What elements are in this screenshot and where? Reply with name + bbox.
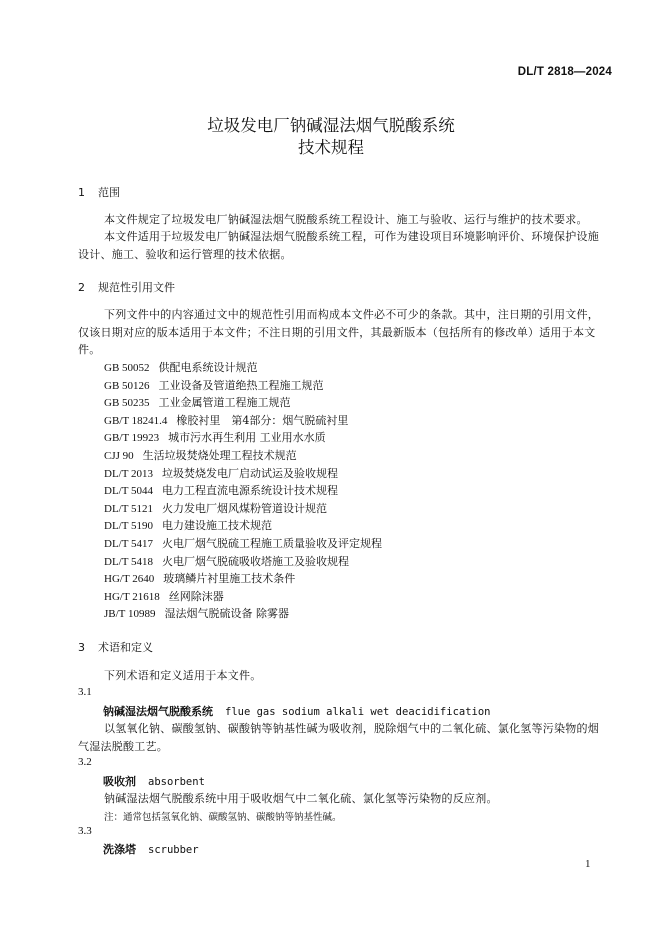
reference-code: DL/T 5044 bbox=[104, 485, 153, 498]
term-heading bbox=[103, 703, 491, 719]
reference-code: GB 50052 bbox=[104, 362, 150, 374]
reference-code: HG/T 2640 bbox=[104, 573, 155, 586]
reference-code: DL/T 2013 bbox=[104, 467, 153, 480]
section-number: 3 bbox=[78, 641, 85, 654]
reference-title: 玻璃鳞片衬里施工技术条件 bbox=[163, 572, 296, 586]
reference-title: 工业设备及管道绝热工程施工规范 bbox=[158, 378, 324, 392]
section-2-heading bbox=[78, 279, 175, 295]
reference-item bbox=[104, 535, 382, 553]
reference-item bbox=[104, 412, 382, 430]
page-number: 1 bbox=[585, 858, 591, 870]
document-title-line1: 垃圾发电厂钠碱湿法烟气脱酸系统 bbox=[207, 116, 455, 135]
reference-item bbox=[104, 588, 382, 606]
reference-item bbox=[104, 394, 382, 412]
reference-item bbox=[104, 377, 382, 395]
term-english: scrubber bbox=[148, 844, 199, 856]
section-2-intro: 下列文件中的内容通过文中的规范性引用而构成本文件必不可少的条款。其中，注日期的引用文件，仅该日期对应的版本适用于本文件；不注日期的引用文件，其最新版本（包括所有的修改单）适用于本文件。 bbox=[78, 308, 599, 356]
reference-code: GB/T 19923 bbox=[104, 432, 160, 445]
reference-title: 垃圾焚烧发电厂启动试运及验收规程 bbox=[162, 466, 338, 480]
reference-title: 供配电系统设计规范 bbox=[158, 361, 258, 374]
reference-title: 湿法烟气脱硫设备 除雾器 bbox=[164, 607, 289, 621]
term-definition: 钠碱湿法烟气脱酸系统中用于吸收烟气中二氧化硫、氯化氢等污染物的反应剂。 bbox=[104, 792, 498, 805]
reference-code: HG/T 21618 bbox=[104, 590, 160, 603]
term-definition: 以氢氧化钠、碳酸氢钠、碳酸钠等钠基性碱为吸收剂，脱除烟气中的二氧化硫、氯化氢等污染物的烟气湿法脱酸工艺。 bbox=[78, 722, 599, 753]
term-chinese: 吸收剂 bbox=[103, 775, 136, 788]
reference-title: 电力工程直流电源系统设计技术规程 bbox=[162, 484, 338, 498]
reference-item bbox=[104, 553, 382, 571]
reference-title: 生活垃圾焚烧处理工程技术规范 bbox=[142, 448, 297, 462]
reference-title: 工业金属管道工程施工规范 bbox=[158, 396, 291, 410]
reference-item bbox=[104, 605, 382, 623]
reference-code: GB/T 18241.4 bbox=[104, 414, 168, 427]
reference-title: 丝网除沫器 bbox=[168, 589, 224, 603]
reference-code: CJJ 90 bbox=[104, 449, 134, 462]
reference-item bbox=[104, 500, 382, 518]
reference-code: DL/T 5190 bbox=[104, 520, 153, 533]
term-number: 3.3 bbox=[78, 825, 92, 837]
reference-list bbox=[104, 359, 382, 623]
term-chinese: 洗涤塔 bbox=[103, 843, 136, 856]
section-1-para-1: 本文件规定了垃圾发电厂钠碱湿法烟气脱酸系统工程设计、施工与验收、运行与维护的技术要求。 bbox=[104, 213, 588, 226]
section-3-heading bbox=[78, 639, 153, 655]
reference-item bbox=[104, 570, 382, 588]
section-title: 术语和定义 bbox=[98, 641, 153, 654]
reference-title: 电力建设施工技术规范 bbox=[162, 519, 272, 533]
section-number: 2 bbox=[78, 281, 85, 294]
reference-item bbox=[104, 359, 382, 377]
reference-item bbox=[104, 447, 382, 465]
reference-title: 火电厂烟气脱硫吸收塔施工及验收规程 bbox=[162, 554, 349, 568]
section-1-heading bbox=[78, 184, 120, 200]
reference-item bbox=[104, 517, 382, 535]
term-english: absorbent bbox=[148, 776, 205, 788]
section-1-para-2: 本文件适用于垃圾发电厂钠碱湿法烟气脱酸系统工程，可作为建设项目环境影响评价、环境保护设施设计、施工、验收和运行管理的技术依据。 bbox=[78, 230, 599, 261]
reference-code: DL/T 5417 bbox=[104, 537, 153, 550]
reference-code: DL/T 5418 bbox=[104, 555, 153, 568]
section-title: 规范性引用文件 bbox=[98, 281, 175, 294]
term-english: flue gas sodium alkali wet deacidification bbox=[225, 706, 491, 718]
section-number: 1 bbox=[78, 186, 85, 199]
reference-code: GB 50126 bbox=[104, 379, 150, 392]
reference-code: DL/T 5121 bbox=[104, 502, 153, 515]
term-chinese: 钠碱湿法烟气脱酸系统 bbox=[103, 705, 213, 718]
section-3-intro: 下列术语和定义适用于本文件。 bbox=[104, 669, 262, 682]
reference-title: 橡胶衬里 第4部分：烟气脱硫衬里 bbox=[176, 413, 349, 427]
reference-code: GB 50235 bbox=[104, 397, 150, 410]
reference-code: JB/T 10989 bbox=[104, 608, 156, 621]
reference-title: 火电厂烟气脱硫工程施工质量验收及评定规程 bbox=[162, 536, 382, 550]
term-note: 注：通常包括氢氧化钠、碳酸氢钠、碳酸钠等钠基性碱。 bbox=[104, 812, 342, 823]
section-title: 范围 bbox=[98, 186, 120, 199]
standard-code: DL/T 2818—2024 bbox=[517, 66, 612, 78]
term-heading bbox=[103, 841, 199, 857]
document-title-line2: 技术规程 bbox=[298, 138, 364, 157]
term-number: 3.1 bbox=[78, 686, 92, 698]
reference-title: 城市污水再生利用 工业用水水质 bbox=[168, 431, 326, 445]
reference-item bbox=[104, 429, 382, 447]
term-number: 3.2 bbox=[78, 756, 92, 768]
reference-item bbox=[104, 465, 382, 483]
term-heading bbox=[103, 773, 205, 789]
reference-item bbox=[104, 482, 382, 500]
reference-title: 火力发电厂烟风煤粉管道设计规范 bbox=[162, 501, 327, 515]
